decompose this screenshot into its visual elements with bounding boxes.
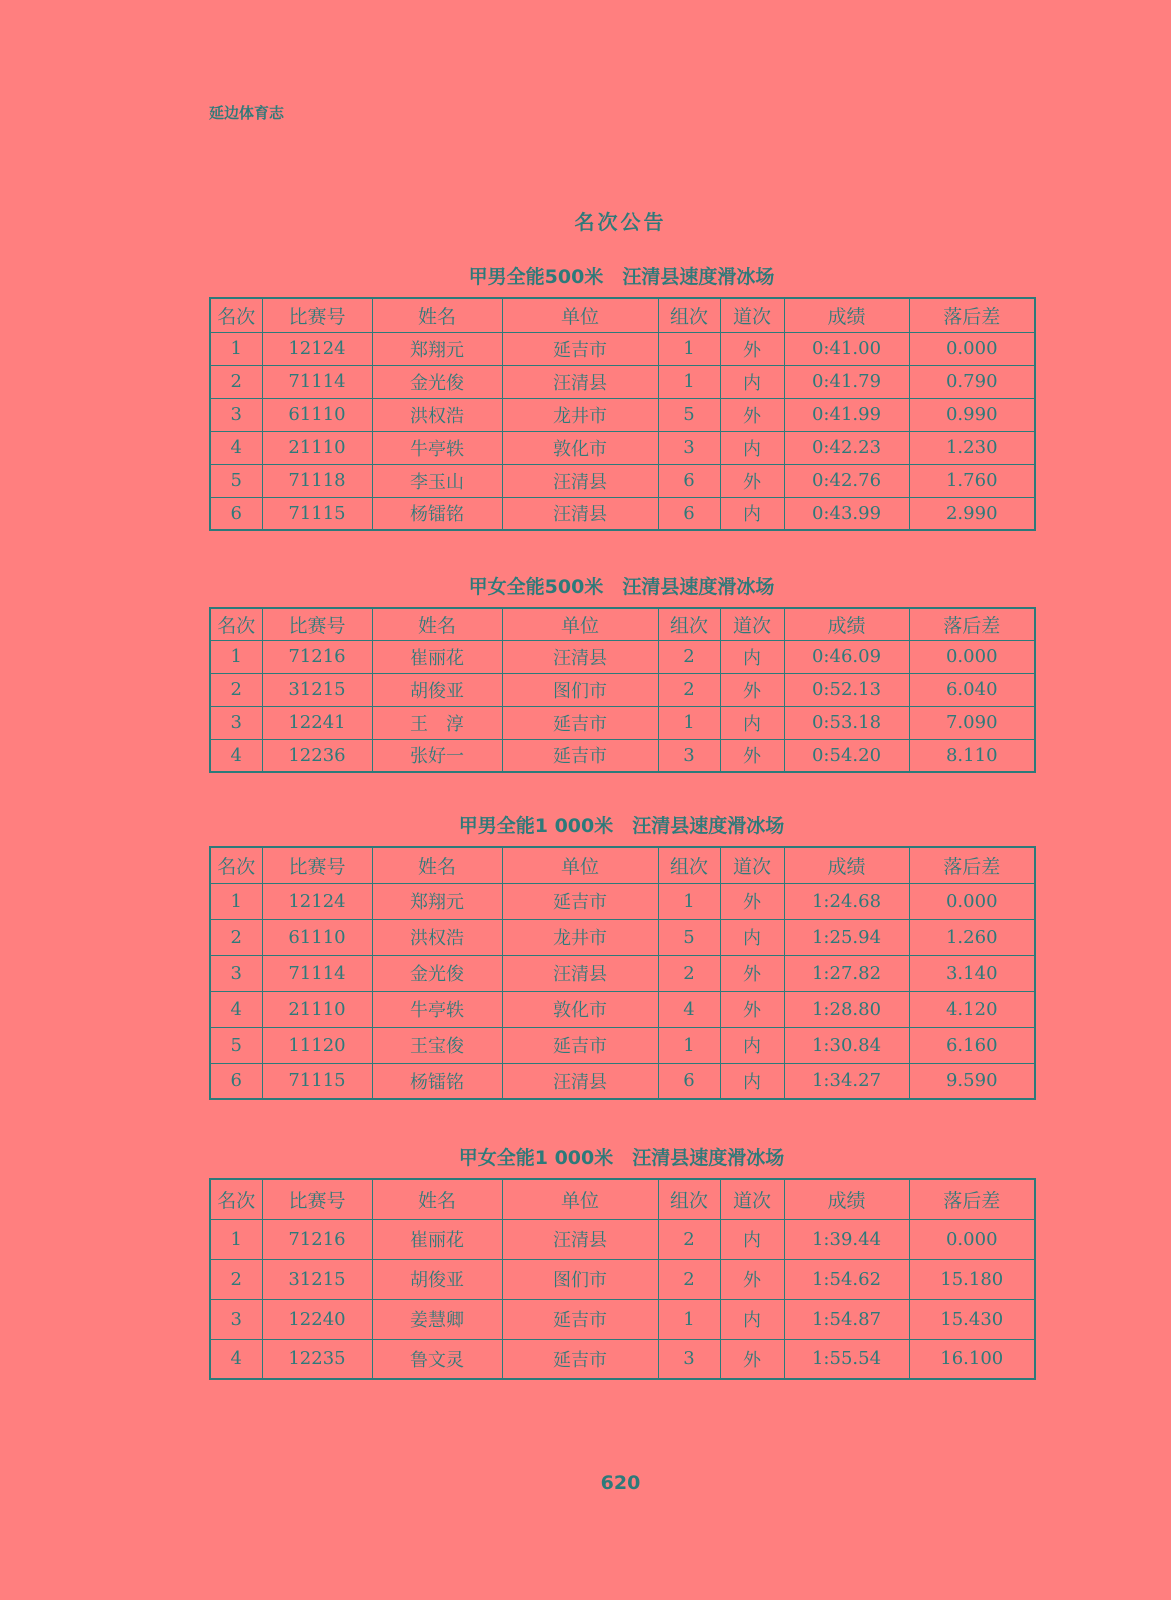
table-cell: 王宝俊 bbox=[372, 1027, 502, 1063]
table-cell: 4 bbox=[210, 991, 262, 1027]
column-header: 组次 bbox=[658, 1179, 720, 1219]
column-header: 单位 bbox=[502, 847, 658, 883]
table-cell: 1.230 bbox=[909, 431, 1035, 464]
table-cell: 1:30.84 bbox=[784, 1027, 909, 1063]
column-header: 名次 bbox=[210, 847, 262, 883]
table-row bbox=[210, 919, 1035, 955]
table-row bbox=[210, 1299, 1035, 1339]
table-cell: 6.040 bbox=[909, 673, 1035, 706]
section-title: 甲女全能500米 汪清县速度滑冰场 bbox=[468, 576, 775, 598]
table-cell: 3 bbox=[210, 706, 262, 739]
table-cell: 郑翔元 bbox=[372, 332, 502, 365]
column-header: 比赛号 bbox=[262, 298, 372, 332]
table-cell: 31215 bbox=[262, 1259, 372, 1299]
table-header-row bbox=[210, 847, 1035, 883]
column-header: 道次 bbox=[720, 1179, 784, 1219]
column-header: 比赛号 bbox=[262, 1179, 372, 1219]
table-cell: 内 bbox=[720, 1299, 784, 1339]
page-number: 620 bbox=[600, 1472, 641, 1494]
table-row bbox=[210, 464, 1035, 497]
table-cell: 5 bbox=[658, 919, 720, 955]
table-cell: 内 bbox=[720, 1219, 784, 1259]
table-cell: 1:34.27 bbox=[784, 1063, 909, 1099]
table-header-row bbox=[210, 298, 1035, 332]
column-header: 成绩 bbox=[784, 847, 909, 883]
table-cell: 31215 bbox=[262, 673, 372, 706]
column-header: 名次 bbox=[210, 298, 262, 332]
column-header: 落后差 bbox=[909, 608, 1035, 640]
table-cell: 1 bbox=[210, 1219, 262, 1259]
table-cell: 汪清县 bbox=[502, 365, 658, 398]
table-cell: 12241 bbox=[262, 706, 372, 739]
table-row bbox=[210, 332, 1035, 365]
table-cell: 内 bbox=[720, 1027, 784, 1063]
table-cell: 内 bbox=[720, 640, 784, 673]
table-cell: 鲁文灵 bbox=[372, 1339, 502, 1379]
table-cell: 延吉市 bbox=[502, 706, 658, 739]
table-cell: 3.140 bbox=[909, 955, 1035, 991]
table-cell: 4 bbox=[658, 991, 720, 1027]
table-row bbox=[210, 1339, 1035, 1379]
table-row bbox=[210, 365, 1035, 398]
table-cell: 杨镭铭 bbox=[372, 497, 502, 530]
table-cell: 2 bbox=[210, 365, 262, 398]
table-cell: 21110 bbox=[262, 431, 372, 464]
section-title: 甲女全能1 000米 汪清县速度滑冰场 bbox=[458, 1147, 785, 1169]
table-cell: 延吉市 bbox=[502, 1339, 658, 1379]
table-cell: 1 bbox=[658, 1027, 720, 1063]
table-cell: 6 bbox=[658, 1063, 720, 1099]
table-cell: 4 bbox=[210, 431, 262, 464]
table-cell: 0:54.20 bbox=[784, 739, 909, 772]
table-cell: 1:25.94 bbox=[784, 919, 909, 955]
table-row bbox=[210, 497, 1035, 530]
table-cell: 延吉市 bbox=[502, 883, 658, 919]
table-cell: 71115 bbox=[262, 1063, 372, 1099]
table-cell: 胡俊亚 bbox=[372, 1259, 502, 1299]
table-cell: 1:24.68 bbox=[784, 883, 909, 919]
column-header: 成绩 bbox=[784, 1179, 909, 1219]
table-cell: 1:54.62 bbox=[784, 1259, 909, 1299]
table-cell: 2 bbox=[658, 955, 720, 991]
table-cell: 汪清县 bbox=[502, 955, 658, 991]
column-header: 道次 bbox=[720, 608, 784, 640]
table-row bbox=[210, 1219, 1035, 1259]
table-cell: 外 bbox=[720, 673, 784, 706]
table-cell: 洪权浩 bbox=[372, 919, 502, 955]
table-cell: 7.090 bbox=[909, 706, 1035, 739]
table-row bbox=[210, 883, 1035, 919]
table-cell: 外 bbox=[720, 991, 784, 1027]
table-cell: 2 bbox=[658, 673, 720, 706]
table-row bbox=[210, 955, 1035, 991]
table-cell: 61110 bbox=[262, 919, 372, 955]
table-cell: 牛亭轶 bbox=[372, 991, 502, 1027]
table-cell: 2 bbox=[658, 1259, 720, 1299]
table-cell: 0:41.00 bbox=[784, 332, 909, 365]
table-cell: 汪清县 bbox=[502, 640, 658, 673]
table-row bbox=[210, 991, 1035, 1027]
column-header: 单位 bbox=[502, 608, 658, 640]
table-cell: 5 bbox=[210, 1027, 262, 1063]
table-cell: 6 bbox=[658, 497, 720, 530]
table-cell: 1.260 bbox=[909, 919, 1035, 955]
table-header-row bbox=[210, 1179, 1035, 1219]
table-cell: 0:52.13 bbox=[784, 673, 909, 706]
running-header: 延边体育志 bbox=[209, 104, 285, 122]
table-cell: 4.120 bbox=[909, 991, 1035, 1027]
table-cell: 1 bbox=[210, 332, 262, 365]
column-header: 比赛号 bbox=[262, 608, 372, 640]
table-row bbox=[210, 431, 1035, 464]
table-cell: 胡俊亚 bbox=[372, 673, 502, 706]
table-cell: 汪清县 bbox=[502, 1219, 658, 1259]
table-cell: 张好一 bbox=[372, 739, 502, 772]
table-cell: 李玉山 bbox=[372, 464, 502, 497]
table-cell: 12124 bbox=[262, 332, 372, 365]
table-cell: 1:54.87 bbox=[784, 1299, 909, 1339]
column-header: 成绩 bbox=[784, 298, 909, 332]
table-cell: 71114 bbox=[262, 955, 372, 991]
table-cell: 王 淳 bbox=[372, 706, 502, 739]
table-cell: 内 bbox=[720, 431, 784, 464]
table-cell: 4 bbox=[210, 739, 262, 772]
table-cell: 0.000 bbox=[909, 332, 1035, 365]
table-cell: 21110 bbox=[262, 991, 372, 1027]
column-header: 名次 bbox=[210, 1179, 262, 1219]
table-cell: 0:46.09 bbox=[784, 640, 909, 673]
table-cell: 71216 bbox=[262, 640, 372, 673]
column-header: 姓名 bbox=[372, 298, 502, 332]
table-cell: 15.430 bbox=[909, 1299, 1035, 1339]
column-header: 组次 bbox=[658, 847, 720, 883]
table-cell: 61110 bbox=[262, 398, 372, 431]
table-cell: 0.790 bbox=[909, 365, 1035, 398]
table-cell: 外 bbox=[720, 1259, 784, 1299]
table-cell: 汪清县 bbox=[502, 464, 658, 497]
table-cell: 延吉市 bbox=[502, 1027, 658, 1063]
table-cell: 内 bbox=[720, 706, 784, 739]
table-row bbox=[210, 739, 1035, 772]
table-cell: 12236 bbox=[262, 739, 372, 772]
table-cell: 0:42.23 bbox=[784, 431, 909, 464]
section-title: 甲男全能500米 汪清县速度滑冰场 bbox=[468, 266, 775, 288]
table-cell: 11120 bbox=[262, 1027, 372, 1063]
section-men-1000m bbox=[209, 811, 1034, 1100]
column-header: 道次 bbox=[720, 847, 784, 883]
column-header: 比赛号 bbox=[262, 847, 372, 883]
table-cell: 71118 bbox=[262, 464, 372, 497]
column-header: 单位 bbox=[502, 298, 658, 332]
table-cell: 内 bbox=[720, 1063, 784, 1099]
table-cell: 6 bbox=[210, 497, 262, 530]
table-cell: 2 bbox=[658, 640, 720, 673]
table-cell: 内 bbox=[720, 497, 784, 530]
table-cell: 0:53.18 bbox=[784, 706, 909, 739]
table-cell: 5 bbox=[210, 464, 262, 497]
table-cell: 外 bbox=[720, 739, 784, 772]
table-cell: 1:55.54 bbox=[784, 1339, 909, 1379]
table-cell: 2 bbox=[210, 919, 262, 955]
table-cell: 图们市 bbox=[502, 1259, 658, 1299]
section-title: 甲男全能1 000米 汪清县速度滑冰场 bbox=[458, 815, 785, 837]
table-cell: 龙井市 bbox=[502, 919, 658, 955]
table-cell: 9.590 bbox=[909, 1063, 1035, 1099]
column-header: 落后差 bbox=[909, 298, 1035, 332]
column-header: 名次 bbox=[210, 608, 262, 640]
table-cell: 姜慧卿 bbox=[372, 1299, 502, 1339]
table-cell: 4 bbox=[210, 1339, 262, 1379]
section-women-1000m bbox=[209, 1143, 1034, 1380]
table-cell: 0:41.99 bbox=[784, 398, 909, 431]
table-row bbox=[210, 640, 1035, 673]
table-cell: 崔丽花 bbox=[372, 640, 502, 673]
table-cell: 郑翔元 bbox=[372, 883, 502, 919]
table-cell: 3 bbox=[210, 1299, 262, 1339]
results-table bbox=[209, 607, 1036, 773]
table-cell: 71216 bbox=[262, 1219, 372, 1259]
table-cell: 16.100 bbox=[909, 1339, 1035, 1379]
table-cell: 崔丽花 bbox=[372, 1219, 502, 1259]
table-cell: 1 bbox=[658, 365, 720, 398]
table-cell: 图们市 bbox=[502, 673, 658, 706]
column-header: 姓名 bbox=[372, 1179, 502, 1219]
table-cell: 6.160 bbox=[909, 1027, 1035, 1063]
table-cell: 3 bbox=[658, 1339, 720, 1379]
table-cell: 0.000 bbox=[909, 640, 1035, 673]
table-cell: 0:42.76 bbox=[784, 464, 909, 497]
table-row bbox=[210, 673, 1035, 706]
table-cell: 71114 bbox=[262, 365, 372, 398]
table-cell: 1 bbox=[658, 706, 720, 739]
table-cell: 3 bbox=[210, 398, 262, 431]
table-cell: 8.110 bbox=[909, 739, 1035, 772]
table-row bbox=[210, 1027, 1035, 1063]
results-table bbox=[209, 846, 1036, 1100]
table-cell: 1:27.82 bbox=[784, 955, 909, 991]
section-women-500m bbox=[209, 572, 1034, 773]
table-cell: 延吉市 bbox=[502, 739, 658, 772]
table-cell: 敦化市 bbox=[502, 431, 658, 464]
table-cell: 龙井市 bbox=[502, 398, 658, 431]
column-header: 单位 bbox=[502, 1179, 658, 1219]
column-header: 落后差 bbox=[909, 847, 1035, 883]
column-header: 道次 bbox=[720, 298, 784, 332]
table-cell: 6 bbox=[210, 1063, 262, 1099]
table-cell: 外 bbox=[720, 955, 784, 991]
table-cell: 0.990 bbox=[909, 398, 1035, 431]
table-cell: 2 bbox=[210, 673, 262, 706]
table-cell: 3 bbox=[658, 431, 720, 464]
table-cell: 外 bbox=[720, 332, 784, 365]
table-row bbox=[210, 706, 1035, 739]
section-men-500m bbox=[209, 262, 1034, 531]
table-cell: 外 bbox=[720, 1339, 784, 1379]
table-cell: 2 bbox=[658, 1219, 720, 1259]
table-cell: 汪清县 bbox=[502, 497, 658, 530]
table-cell: 汪清县 bbox=[502, 1063, 658, 1099]
table-cell: 1 bbox=[658, 883, 720, 919]
table-header-row bbox=[210, 608, 1035, 640]
table-cell: 6 bbox=[658, 464, 720, 497]
results-table bbox=[209, 297, 1036, 531]
column-header: 落后差 bbox=[909, 1179, 1035, 1219]
table-cell: 12235 bbox=[262, 1339, 372, 1379]
table-cell: 内 bbox=[720, 365, 784, 398]
results-table bbox=[209, 1178, 1036, 1380]
table-cell: 牛亭轶 bbox=[372, 431, 502, 464]
column-header: 组次 bbox=[658, 608, 720, 640]
table-cell: 0.000 bbox=[909, 883, 1035, 919]
table-cell: 延吉市 bbox=[502, 332, 658, 365]
table-cell: 外 bbox=[720, 398, 784, 431]
table-cell: 12124 bbox=[262, 883, 372, 919]
table-cell: 0.000 bbox=[909, 1219, 1035, 1259]
table-cell: 1 bbox=[210, 883, 262, 919]
table-cell: 敦化市 bbox=[502, 991, 658, 1027]
table-cell: 金光俊 bbox=[372, 365, 502, 398]
table-cell: 3 bbox=[658, 739, 720, 772]
table-cell: 1:39.44 bbox=[784, 1219, 909, 1259]
table-row bbox=[210, 1063, 1035, 1099]
table-cell: 15.180 bbox=[909, 1259, 1035, 1299]
table-cell: 12240 bbox=[262, 1299, 372, 1339]
table-cell: 3 bbox=[210, 955, 262, 991]
table-row bbox=[210, 398, 1035, 431]
table-cell: 1 bbox=[658, 332, 720, 365]
table-cell: 1.760 bbox=[909, 464, 1035, 497]
table-cell: 0:41.79 bbox=[784, 365, 909, 398]
table-cell: 洪权浩 bbox=[372, 398, 502, 431]
table-cell: 2 bbox=[210, 1259, 262, 1299]
column-header: 成绩 bbox=[784, 608, 909, 640]
column-header: 姓名 bbox=[372, 847, 502, 883]
page-title: 名次公告 bbox=[574, 210, 667, 234]
column-header: 组次 bbox=[658, 298, 720, 332]
table-cell: 0:43.99 bbox=[784, 497, 909, 530]
table-cell: 杨镭铭 bbox=[372, 1063, 502, 1099]
table-cell: 金光俊 bbox=[372, 955, 502, 991]
column-header: 姓名 bbox=[372, 608, 502, 640]
table-row bbox=[210, 1259, 1035, 1299]
table-cell: 外 bbox=[720, 883, 784, 919]
table-cell: 71115 bbox=[262, 497, 372, 530]
table-cell: 2.990 bbox=[909, 497, 1035, 530]
table-cell: 1 bbox=[210, 640, 262, 673]
table-cell: 5 bbox=[658, 398, 720, 431]
table-cell: 1 bbox=[658, 1299, 720, 1339]
table-cell: 内 bbox=[720, 919, 784, 955]
table-cell: 外 bbox=[720, 464, 784, 497]
table-cell: 延吉市 bbox=[502, 1299, 658, 1339]
table-cell: 1:28.80 bbox=[784, 991, 909, 1027]
